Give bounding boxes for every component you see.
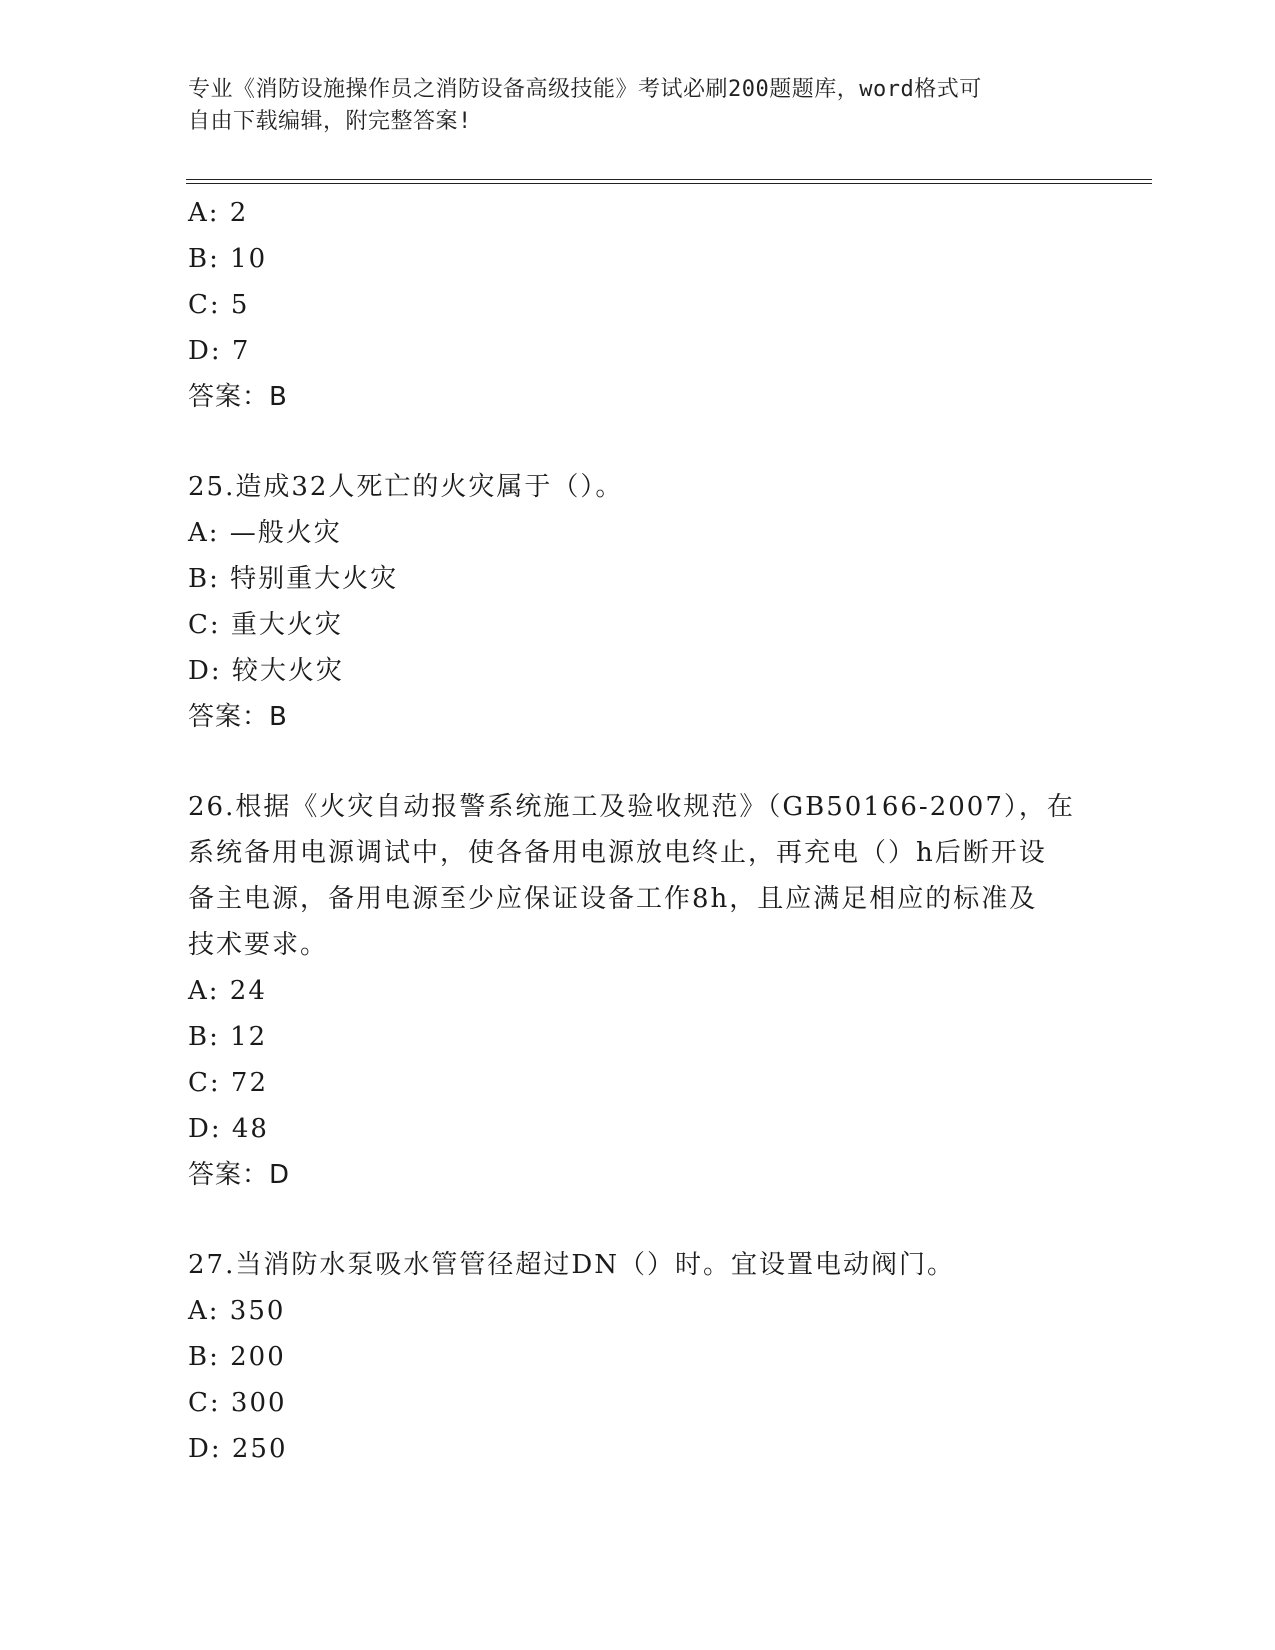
- question-26: [188, 784, 1088, 1198]
- option-b: B: 10: [188, 244, 268, 274]
- option-b: B: 200: [188, 1342, 286, 1372]
- header-line-1: 专业《消防设施操作员之消防设备高级技能》考试必刷200题题库，word格式可: [188, 77, 982, 102]
- answer-line: 答案：B: [188, 382, 288, 412]
- option-a: A: 24: [188, 976, 267, 1006]
- question-text-line-4: 技术要求。: [188, 930, 329, 960]
- answer-line: 答案：D: [188, 1160, 291, 1190]
- question-text: 27.当消防水泵吸水管管径超过DN（）时。宜设置电动阀门。: [188, 1250, 955, 1280]
- option-b: B: 特别重大火灾: [188, 564, 399, 594]
- option-d: D: 较大火灾: [188, 656, 344, 686]
- option-c: C: 300: [188, 1388, 287, 1418]
- option-d: D: 7: [188, 336, 251, 366]
- option-b: B: 12: [188, 1022, 268, 1052]
- document-header: [188, 74, 1088, 138]
- option-c: C: 5: [188, 290, 250, 320]
- question-text-line-2: 系统备用电源调试中，使各备用电源放电终止，再充电（）h后断开设: [188, 838, 1047, 868]
- option-a: A: 2: [188, 198, 249, 228]
- question-24-continued: [188, 190, 1088, 420]
- question-text-line-1: 26.根据《火灾自动报警系统施工及验收规范》（GB50166-2007），在: [188, 792, 1075, 822]
- question-27: [188, 1242, 1088, 1472]
- option-d: D: 48: [188, 1114, 269, 1144]
- question-text: 25.造成32人死亡的火灾属于（）。: [188, 472, 624, 502]
- option-a: A: 350: [188, 1296, 286, 1326]
- answer-line: 答案：B: [188, 702, 288, 732]
- option-d: D: 250: [188, 1434, 288, 1464]
- header-divider-top: [186, 179, 1152, 180]
- header-divider-bottom: [186, 183, 1152, 184]
- question-25: [188, 464, 1088, 740]
- question-text-line-3: 备主电源，备用电源至少应保证设备工作8h，且应满足相应的标准及: [188, 884, 1038, 914]
- question-content: [188, 190, 1088, 1472]
- option-a: A: —般火灾: [188, 518, 342, 548]
- option-c: C: 重大火灾: [188, 610, 343, 640]
- option-c: C: 72: [188, 1068, 269, 1098]
- header-line-2: 自由下载编辑，附完整答案!: [188, 109, 472, 134]
